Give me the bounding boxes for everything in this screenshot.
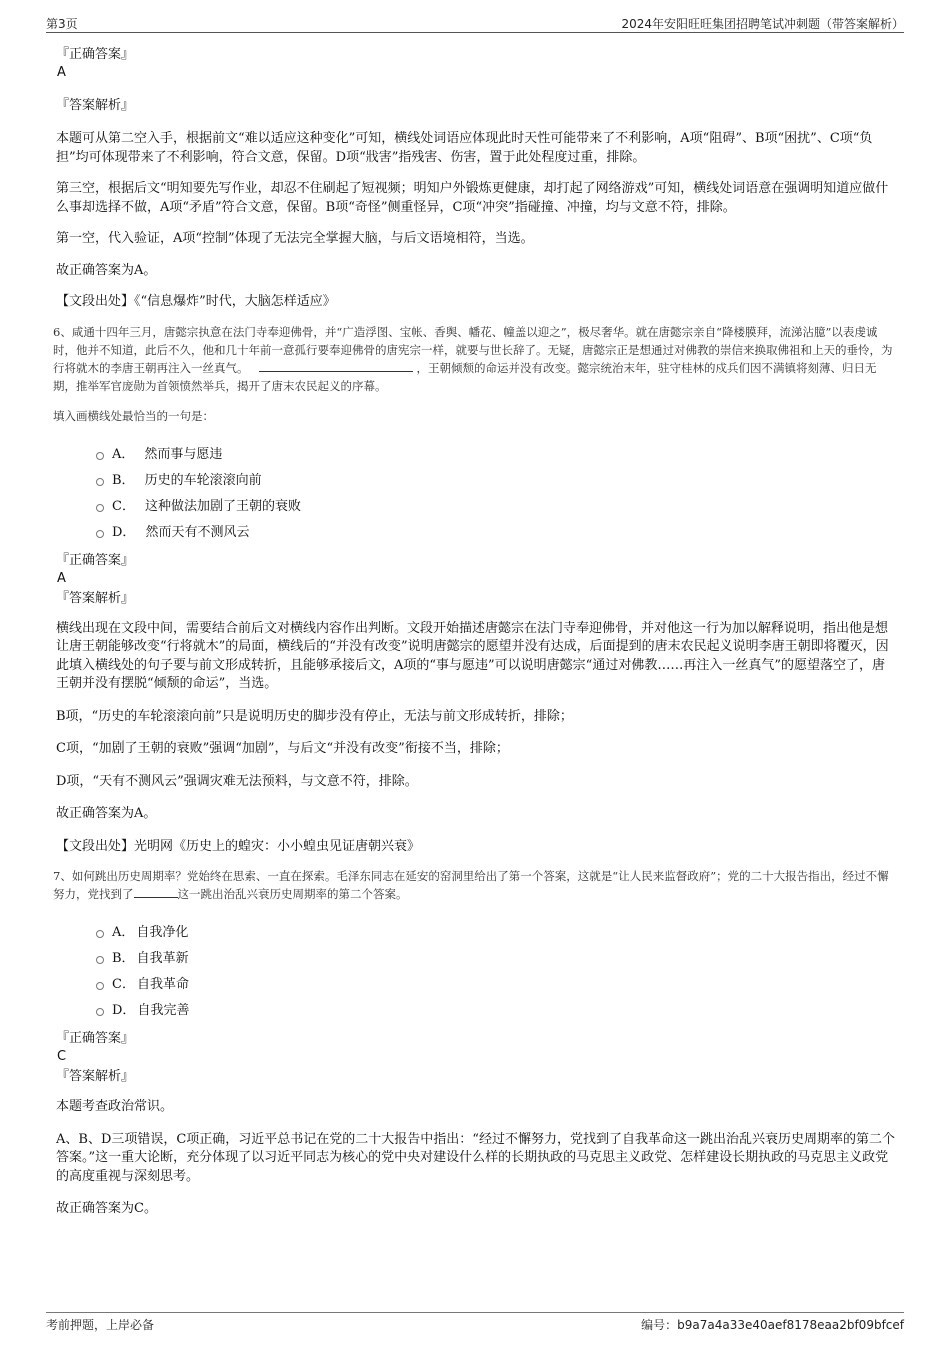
option-text: 这种做法加剧了王朝的衰败 [144, 498, 301, 514]
option-letter: D． [112, 524, 136, 540]
option-c[interactable] [96, 498, 896, 516]
option-text: 然而天有不测风云 [145, 524, 250, 540]
radio-icon[interactable] [96, 452, 104, 460]
document-id: 编号：b9a7a4a33e40aef8178eaa2bf09bfcef [641, 1318, 904, 1332]
answer-label: 『正确答案』 [56, 47, 135, 62]
option-text: 自我革命 [136, 977, 189, 992]
option-c[interactable] [96, 976, 896, 994]
page-content [53, 46, 896, 1219]
option-text: 自我完善 [137, 1003, 190, 1018]
analysis-label: 『答案解析』 [56, 590, 135, 606]
answer-label: 『正确答案』 [56, 552, 135, 568]
analysis-paragraph: A、B、D三项错误，C项正确，习近平总书记在党的二十大报告中指出：“经过不懈努力，党找到了自我革命这一跳出治乱兴衰历史周期率的第二个答案。”这一重大论断，充分体现了以习近平同志为核心的党中央对建设什么样的长期执政的马克思主义政党、怎样建设长期执政的马克思主义政党的高度重视与深刻思考。 [56, 1131, 895, 1184]
analysis-paragraph: 故正确答案为A。 [56, 262, 157, 278]
page-footer [46, 1312, 904, 1333]
stem-text: 这一跳出治乱兴衰历史周期率的第二个答案。 [177, 887, 408, 901]
option-letter: D． [112, 1003, 136, 1018]
radio-icon[interactable] [96, 930, 104, 938]
answer-label: 『正确答案』 [56, 1031, 135, 1046]
option-text: 历史的车轮滚滚向前 [144, 472, 262, 488]
radio-icon[interactable] [96, 530, 104, 538]
stem-text: 7、如何跳出历史周期率？党始终在思索、一直在探索。毛泽东同志在延安的窑洞里给出了第一个答案，这就是“让人民来监督政府”；党的二十大报告指出，经过不懈努力，党找到了 [53, 869, 889, 901]
source-citation: 【文段出处】《“信息爆炸”时代，大脑怎样适应》 [56, 294, 336, 309]
option-letter: C． [112, 498, 135, 514]
option-d[interactable] [96, 524, 896, 542]
question-stem [53, 867, 896, 903]
analysis-paragraph: 故正确答案为C。 [56, 1201, 157, 1216]
stem-text: ，王朝倾颓的命运并没有改变。懿宗统治末年，驻守桂林的戍兵们因不满镇将刻薄、归日无期，推举军官庞勋为首领愤然举兵，揭开了唐末农民起义的序幕。 [53, 360, 877, 393]
option-letter: C． [112, 977, 135, 992]
analysis-paragraph: 本题考查政治常识。 [56, 1099, 174, 1114]
analysis-label: 『答案解析』 [56, 98, 135, 113]
option-b[interactable] [96, 472, 896, 490]
analysis-paragraph: 第三空，根据后文“明知要先写作业，却忍不住刷起了短视频；明知户外锻炼更健康，却打起了网络游戏”可知，横线处词语意在强调明知道应做什么事却选择不做，A项“矛盾”符合文意，保留。B项“奇怪”侧重怪异，C项“冲突”指碰撞、冲撞，均与文意不符，排除。 [56, 181, 889, 215]
analysis-paragraph: 横线出现在文段中间，需要结合前后文对横线内容作出判断。文段开始描述唐懿宗在法门寺奉迎佛骨，并对他这一行为加以解释说明，指出他是想让唐王朝能够改变“行将就木”的局面，横线后的“并没有改变”说明唐懿宗的愿望并没有达成，后面提到的唐末农民起义说明李唐王朝即将覆灭，因此填入横线处的句子要与前文形成转折，且能够承接后文，A项的“事与愿违”可以说明唐懿宗“通过对佛教……再注入一丝真气”的愿望落空了，唐王朝并没有摆脱“倾颓的命运”，当选。 [56, 620, 889, 691]
analysis-paragraph: 第一空，代入验证，A项“控制”体现了无法完全掌握大脑，与后文语境相符，当选。 [56, 231, 534, 246]
correct-answer: A [57, 570, 66, 586]
footer-slogan: 考前押题，上岸必备 [46, 1318, 155, 1332]
option-a[interactable] [96, 446, 896, 464]
option-letter: A． [112, 925, 135, 940]
correct-answer: C [57, 1049, 67, 1064]
option-letter: B． [112, 472, 135, 488]
option-letter: B． [112, 951, 135, 966]
option-text: 自我革新 [136, 951, 189, 966]
radio-icon[interactable] [96, 478, 104, 486]
analysis-paragraph: 本题可从第二空入手，根据前文“难以适应这种变化”可知，横线处词语应体现此时天性可能带来了不利影响，A项“阻碍”、B项“困扰”、C项“负担”均可体现带来了不利影响，符合文意，保留。D项“戕害”指残害、伤害，置于此处程度过重，排除。 [56, 131, 873, 165]
option-b[interactable] [96, 950, 896, 968]
analysis-paragraph: C项，“加剧了王朝的衰败”强调“加剧”，与后文“并没有改变”衔接不当，排除； [56, 741, 509, 756]
radio-icon[interactable] [96, 504, 104, 512]
radio-icon[interactable] [96, 1008, 104, 1016]
radio-icon[interactable] [96, 982, 104, 990]
option-letter: A． [112, 446, 135, 462]
analysis-paragraph: B项，“历史的车轮滚滚向前”只是说明历史的脚步没有停止，无法与前文形成转折，排除； [56, 708, 573, 724]
question-prompt: 填入画横线处最恰当的一句是： [53, 408, 214, 423]
stem-text: 6、咸通十四年三月，唐懿宗执意在法门寺奉迎佛骨，并“广造浮图、宝帐、香舆、幡花、幢盖以迎之”，极尽奢华。就在唐懿宗亲自“降楼膜拜，流涕沾臆”以表虔诚时，他并不知道，此后不久，他和几十年前一意孤行要奉迎佛骨的唐宪宗一样，就要与世长辞了。无疑，唐懿宗正是想通过对佛教的崇信来换取佛祖和上天的垂怜，为行将就木的李唐王朝再注入一丝真气。 [53, 324, 893, 375]
answer-blank [259, 359, 413, 372]
page-number: 第3页 [46, 17, 78, 31]
option-text: 自我净化 [136, 925, 189, 940]
option-a[interactable] [96, 924, 896, 942]
page-header [46, 12, 904, 33]
option-text: 然而事与愿违 [144, 446, 223, 462]
document-title: 2024年安阳旺旺集团招聘笔试冲刺题（带答案解析） [621, 17, 904, 31]
option-d[interactable] [96, 1002, 896, 1020]
radio-icon[interactable] [96, 956, 104, 964]
question-stem [53, 323, 896, 395]
correct-answer: A [57, 65, 66, 80]
analysis-paragraph: D项，“天有不测风云”强调灾难无法预料，与文意不符，排除。 [56, 773, 418, 789]
answer-blank [134, 885, 178, 898]
source-citation: 【文段出处】光明网《历史上的蝗灾：小小蝗虫见证唐朝兴衰》 [56, 838, 421, 854]
analysis-label: 『答案解析』 [56, 1069, 135, 1084]
analysis-paragraph: 故正确答案为A。 [56, 806, 157, 821]
